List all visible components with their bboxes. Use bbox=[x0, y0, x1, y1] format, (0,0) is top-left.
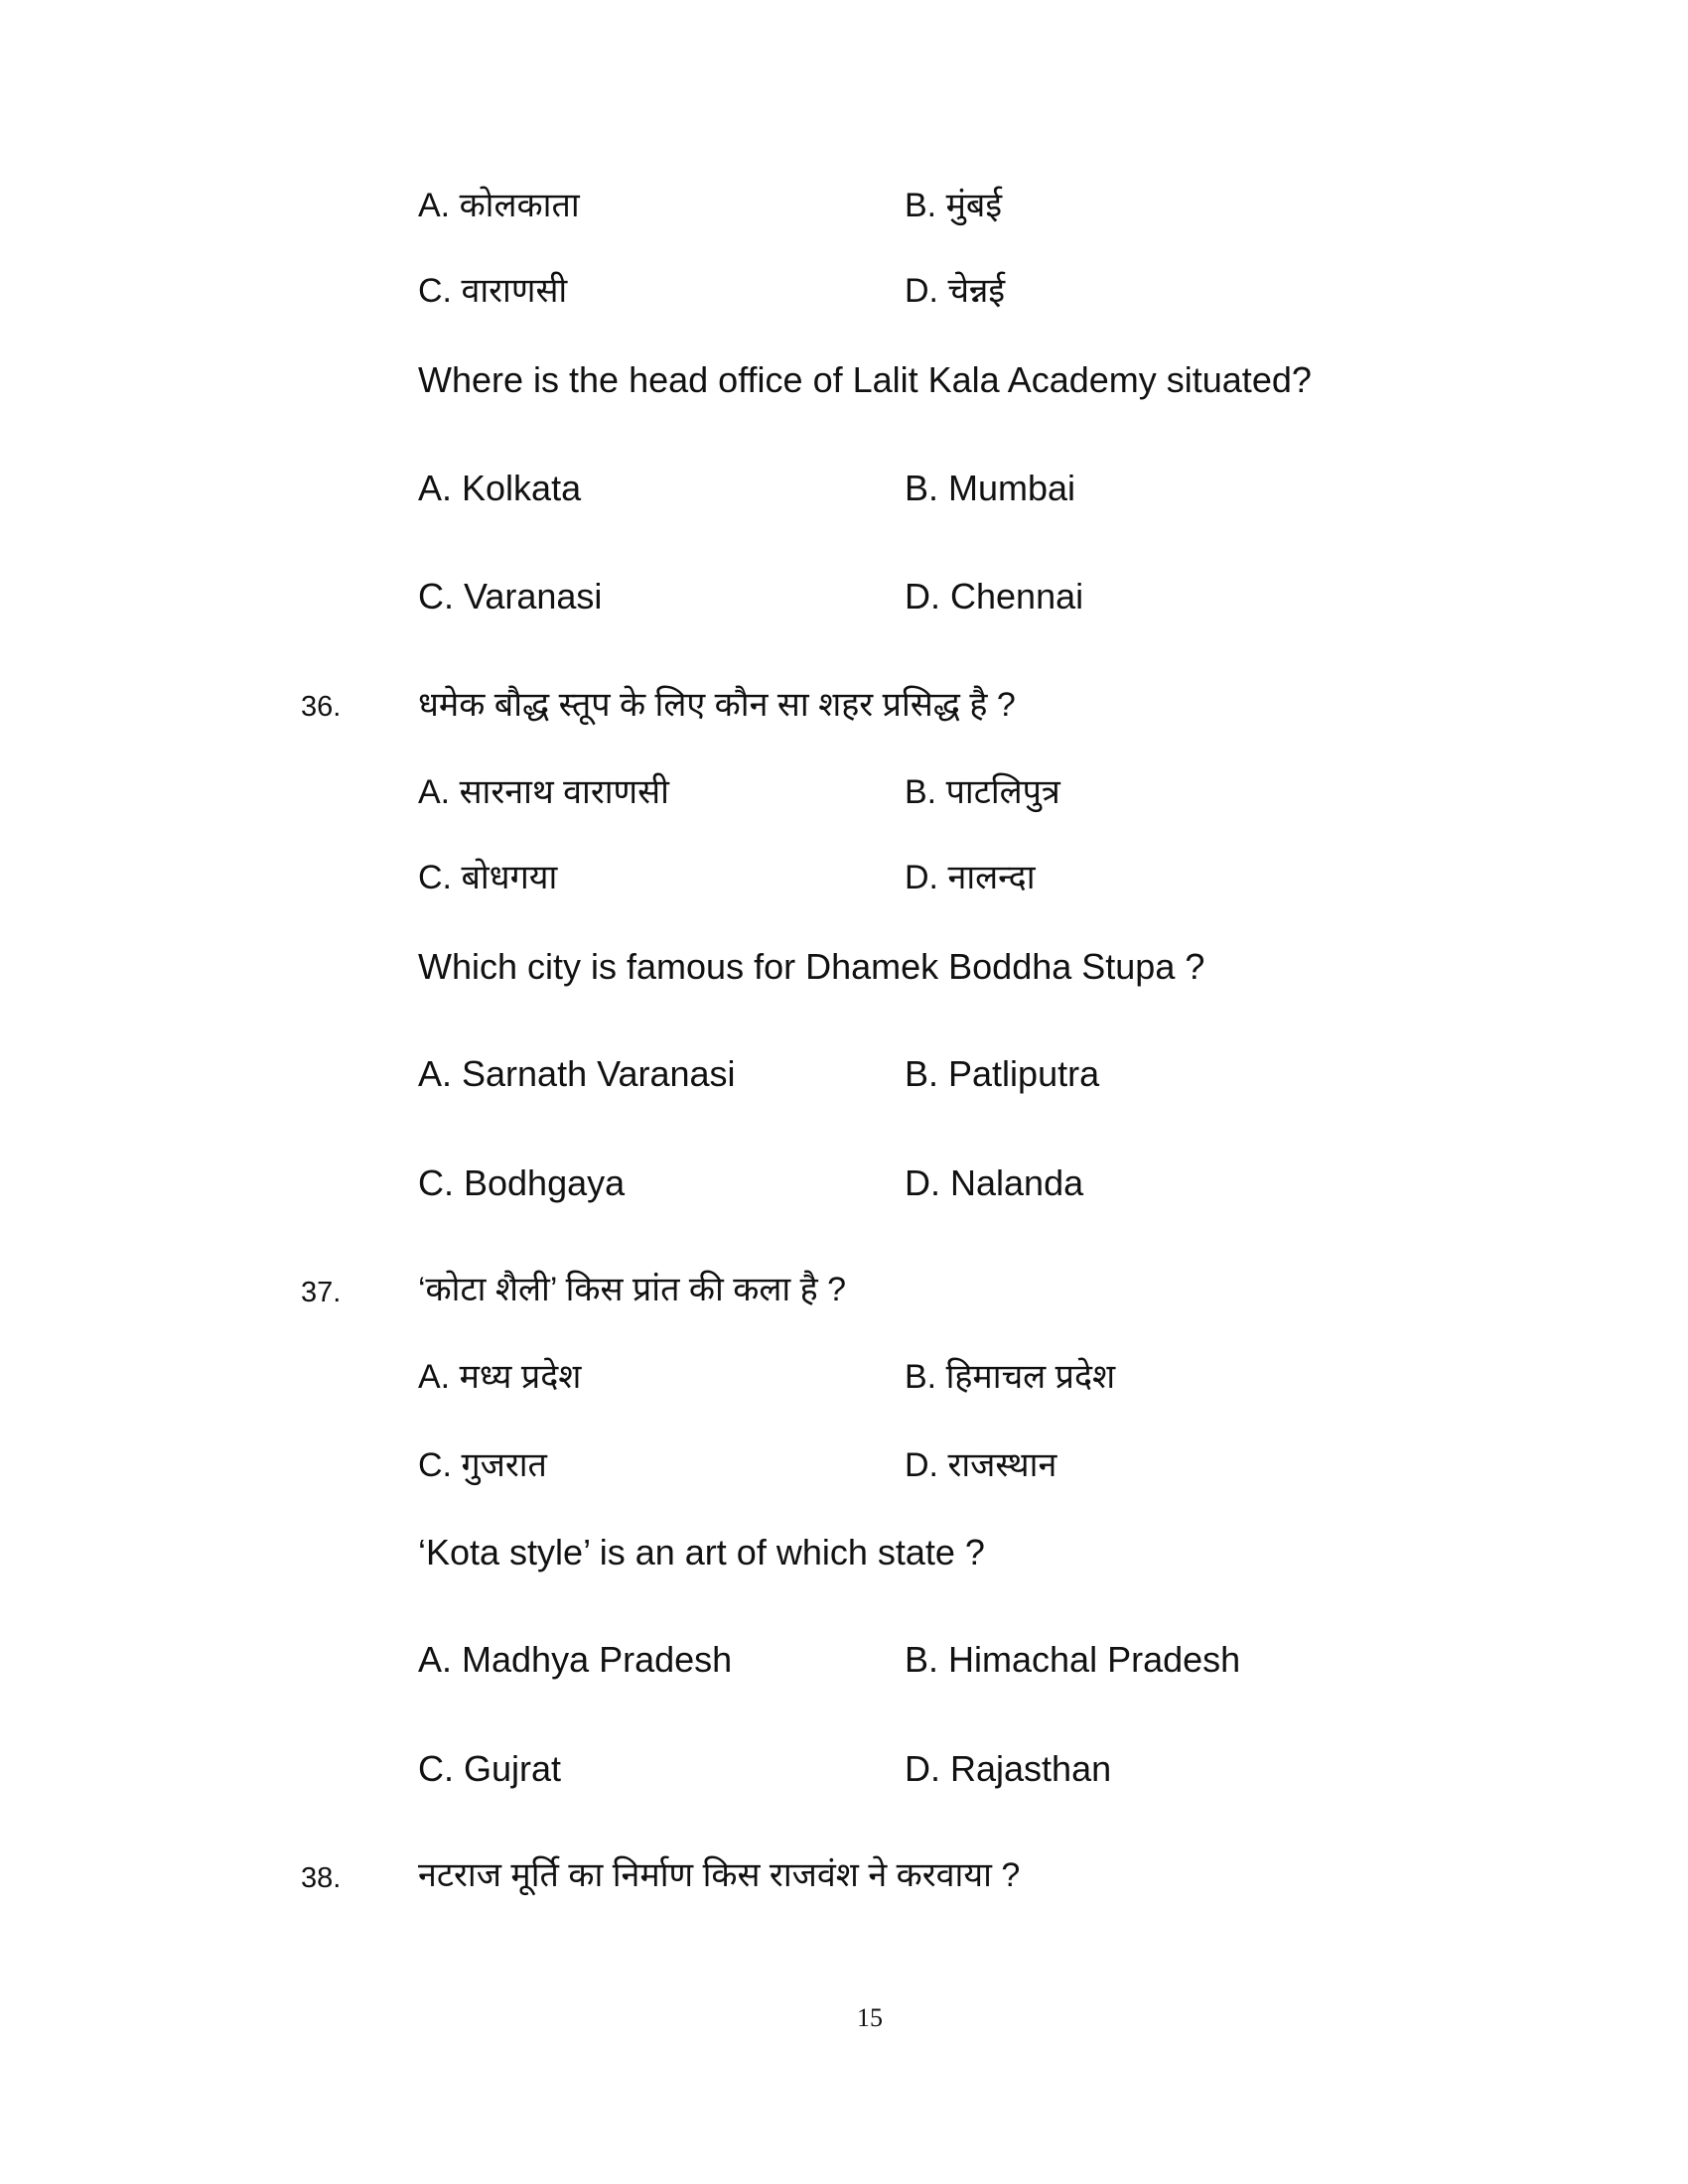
question-hindi: नटराज मूर्ति का निर्माण किस राजवंश ने करवाया ? bbox=[418, 1856, 1021, 1894]
question-english: Where is the head office of Lalit Kala Academy situated? bbox=[418, 359, 1312, 400]
option-c-english: C. Bodhgaya bbox=[418, 1162, 626, 1203]
option-c-hindi: C. गुजरात bbox=[418, 1446, 547, 1484]
option-a-hindi: A. सारनाथ वाराणसी bbox=[418, 773, 669, 811]
option-d-english: D. Rajasthan bbox=[905, 1748, 1112, 1789]
option-a-english: A. Sarnath Varanasi bbox=[418, 1053, 736, 1094]
question-english: Which city is famous for Dhamek Boddha Stupa ? bbox=[418, 946, 1205, 987]
option-d-english: D. Chennai bbox=[905, 576, 1084, 616]
option-d-hindi: D. नालन्दा bbox=[905, 859, 1036, 896]
option-d-english: D. Nalanda bbox=[905, 1162, 1084, 1203]
option-b-english: B. Mumbai bbox=[905, 468, 1076, 508]
option-d-hindi: D. राजस्थान bbox=[905, 1446, 1057, 1484]
option-a-hindi: A. कोलकाता bbox=[418, 187, 580, 224]
option-b-english: B. Patliputra bbox=[905, 1053, 1100, 1094]
option-c-hindi: C. बोधगया bbox=[418, 859, 558, 896]
question-english: ‘Kota style’ is an art of which state ? bbox=[418, 1532, 985, 1572]
question-hindi: ‘कोटा शैली’ किस प्रांत की कला है ? bbox=[418, 1271, 847, 1308]
option-a-english: A. Kolkata bbox=[418, 468, 582, 508]
option-d-hindi: D. चेन्नई bbox=[905, 272, 1006, 310]
option-c-english: C. Varanasi bbox=[418, 576, 603, 616]
option-a-english: A. Madhya Pradesh bbox=[418, 1639, 733, 1680]
option-c-english: C. Gujrat bbox=[418, 1748, 562, 1789]
option-b-hindi: B. हिमाचल प्रदेश bbox=[905, 1358, 1116, 1396]
question-number: 38. bbox=[301, 1862, 342, 1894]
question-hindi: धमेक बौद्ध स्तूप के लिए कौन सा शहर प्रसिद्ध है ? bbox=[418, 686, 1016, 724]
option-c-hindi: C. वाराणसी bbox=[418, 272, 568, 310]
option-b-hindi: B. पाटलिपुत्र bbox=[905, 773, 1060, 811]
option-b-hindi: B. मुंबई bbox=[905, 187, 1003, 224]
question-number: 36. bbox=[301, 691, 342, 723]
question-number: 37. bbox=[301, 1277, 342, 1308]
option-a-hindi: A. मध्य प्रदेश bbox=[418, 1358, 582, 1396]
option-b-english: B. Himachal Pradesh bbox=[905, 1639, 1241, 1680]
page-number: 15 bbox=[857, 2003, 883, 2032]
